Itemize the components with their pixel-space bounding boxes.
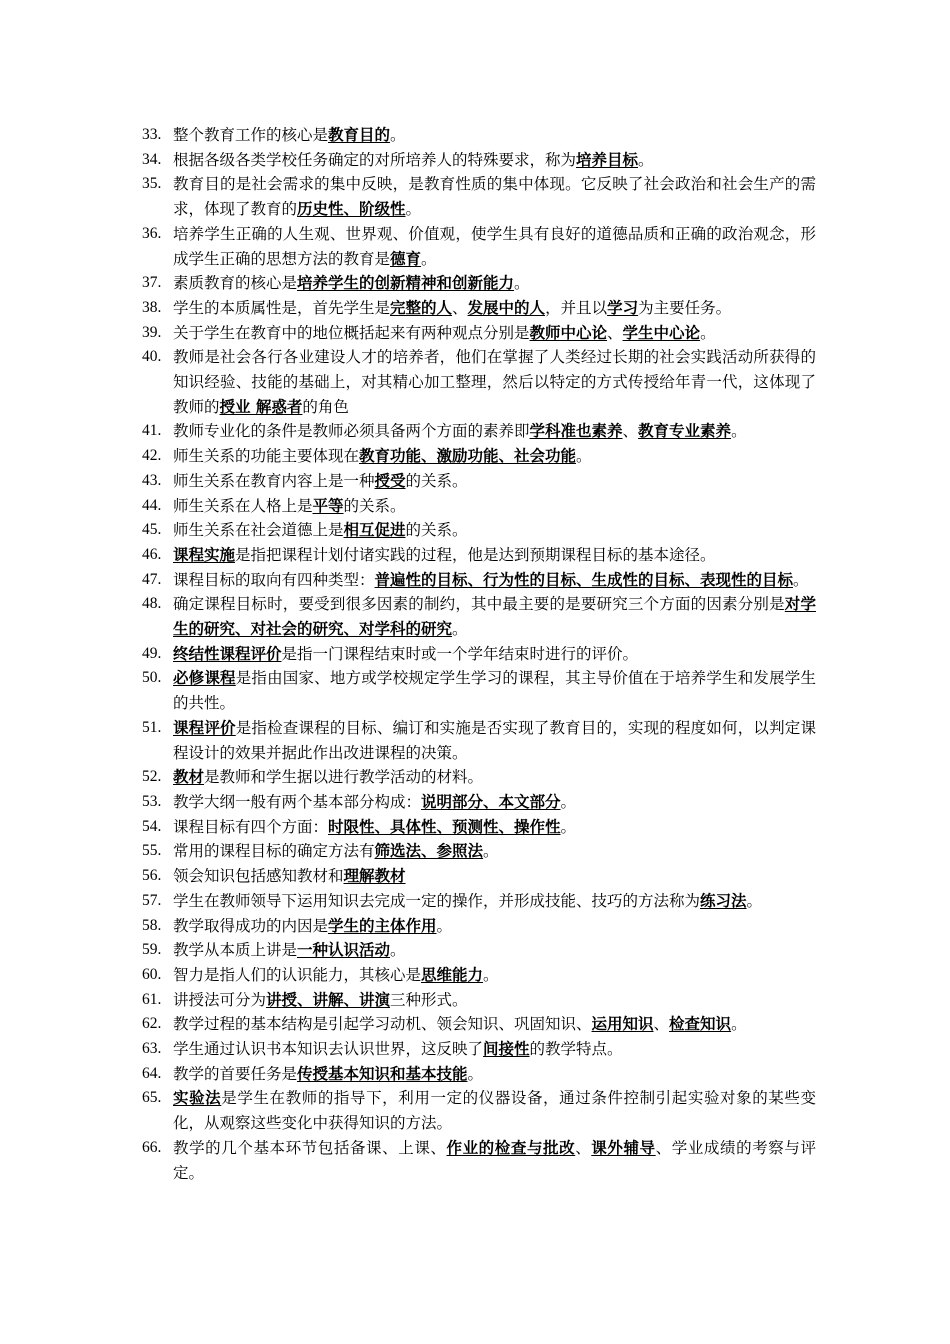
list-item xyxy=(0,642,816,667)
question-text: 教学大纲一般有两个基本部分构成： xyxy=(173,792,422,811)
item-number: 61. xyxy=(142,990,162,1008)
item-number: 39. xyxy=(142,323,162,341)
answer-keyword: 时限性、具体性、预测性、操作性 xyxy=(328,816,561,836)
question-text: 。 xyxy=(390,941,406,960)
answer-keyword: 平等 xyxy=(312,495,344,515)
item-number: 53. xyxy=(142,792,162,810)
question-text: 。 xyxy=(793,570,809,589)
answer-keyword: 实验法 xyxy=(173,1088,222,1108)
item-number: 45. xyxy=(142,521,162,539)
answer-keyword: 必修课程 xyxy=(173,668,236,688)
question-text: 是学生在教师的指导下，利用一定的仪器设备，通过条件控制引起实验对象的某些变化，从观察这些变化中获得知识的方法。 xyxy=(173,1089,816,1133)
question-text: 、 xyxy=(622,422,639,441)
answer-keyword: 普遍性的目标、行为性的目标、生成性的目标、表现性的目标 xyxy=(374,569,794,589)
question-text: 、 xyxy=(575,1138,592,1157)
item-number: 64. xyxy=(142,1064,162,1082)
question-text: 是指一门课程结束时或一个学年结束时进行的评价。 xyxy=(281,644,639,663)
answer-keyword: 完整的人 xyxy=(390,297,453,317)
answer-keyword: 课程实施 xyxy=(173,544,236,564)
answer-keyword: 培养学生的创新精神和创新能力 xyxy=(297,273,515,293)
list-item xyxy=(0,839,816,864)
question-text: 。 xyxy=(405,200,422,219)
list-item xyxy=(0,1086,816,1135)
list-item xyxy=(0,123,816,148)
question-text: 智力是指人们的认识能力，其核心是 xyxy=(173,965,422,984)
question-text: 的教学特点。 xyxy=(529,1040,623,1059)
list-item xyxy=(0,148,816,173)
question-text: 培养学生正确的人生观、世界观、价值观，使学生具有良好的道德品质和正确的政治观念，形成学生正确的思想方法的教育是 xyxy=(173,224,816,268)
item-number: 52. xyxy=(142,768,162,786)
item-number: 34. xyxy=(142,150,162,168)
item-number: 49. xyxy=(142,644,162,662)
item-number: 40. xyxy=(142,348,162,366)
question-text: 、 xyxy=(452,298,468,317)
item-number: 62. xyxy=(142,1015,162,1033)
list-item xyxy=(0,963,816,988)
question-text: 教师专业化的条件是教师必须具备两个方面的素养即 xyxy=(173,422,530,441)
question-text: 师生关系在教育内容上是一种 xyxy=(173,471,375,490)
question-text: 。 xyxy=(452,620,468,639)
list-item xyxy=(0,494,816,519)
item-number: 59. xyxy=(142,941,162,959)
list-item xyxy=(0,1136,816,1185)
list-item xyxy=(0,988,816,1013)
question-text: 教学的首要任务是 xyxy=(173,1064,298,1083)
list-item xyxy=(0,444,816,469)
item-number: 56. xyxy=(142,867,162,885)
question-text: 。 xyxy=(746,891,763,910)
list-item xyxy=(0,568,816,593)
list-item xyxy=(0,518,816,543)
item-number: 47. xyxy=(142,570,162,588)
answer-keyword: 讲授、讲解、讲演 xyxy=(266,989,391,1009)
list-item xyxy=(0,321,816,346)
list-item xyxy=(0,345,816,419)
answer-keyword: 德育 xyxy=(390,248,422,268)
answer-keyword: 学习 xyxy=(607,297,639,317)
question-text: 。 xyxy=(436,916,453,935)
question-text: 领会知识包括感知教材和 xyxy=(173,867,344,886)
question-text: 的关系。 xyxy=(405,521,468,540)
answer-keyword: 教材 xyxy=(173,767,205,787)
answer-keyword: 课程评价 xyxy=(173,717,236,737)
list-item xyxy=(0,666,816,715)
question-text: 。 xyxy=(421,249,437,268)
answer-keyword: 授业 解惑者 xyxy=(219,396,303,416)
answer-keyword: 一种认识活动 xyxy=(297,940,391,960)
question-text: 。 xyxy=(560,792,577,811)
item-number: 51. xyxy=(142,718,162,736)
question-text: 、学业成绩的考察与评定。 xyxy=(173,1138,816,1182)
question-text: 整个教育工作的核心是 xyxy=(173,126,329,144)
list-item xyxy=(0,1012,816,1037)
item-number: 63. xyxy=(142,1040,162,1058)
list-item xyxy=(0,765,816,790)
list-item xyxy=(0,271,816,296)
answer-keyword: 学科准也素养 xyxy=(529,421,623,441)
question-text: 常用的课程目标的确定方法有 xyxy=(173,842,375,861)
question-text: 教师是社会各行各业建设人才的培养者，他们在掌握了人类经过长期的社会实践活动所获得的知识经验、技能的基础上，对其精心加工整理，然后以特定的方式传授给年青一代，这体现了教师的 xyxy=(173,348,816,416)
question-text: 课程目标的取向有四种类型： xyxy=(173,570,375,589)
question-text: 的角色 xyxy=(302,397,349,416)
list-item xyxy=(0,716,816,765)
item-number: 55. xyxy=(142,842,162,860)
question-text: 。 xyxy=(560,817,577,836)
answer-keyword: 对学生的研究、对社会的研究、对学科的研究 xyxy=(173,594,816,639)
question-text: 师生关系在人格上是 xyxy=(173,496,313,515)
question-text: 。 xyxy=(700,323,716,342)
answer-keyword: 传授基本知识和基本技能 xyxy=(297,1063,468,1083)
question-text: 课程目标有四个方面： xyxy=(173,817,329,836)
question-text: 学生的本质属性是，首先学生是 xyxy=(173,298,391,317)
list-item xyxy=(0,592,816,641)
question-text: 。 xyxy=(731,422,747,441)
answer-keyword: 授受 xyxy=(374,470,406,490)
answer-keyword: 教育功能、激励功能、社会功能 xyxy=(359,446,577,466)
question-text: 教学从本质上讲是 xyxy=(173,941,298,960)
list-item xyxy=(0,222,816,271)
item-number: 35. xyxy=(142,175,162,193)
answer-keyword: 教育专业素养 xyxy=(638,421,732,441)
item-number: 46. xyxy=(142,545,162,563)
list-item xyxy=(0,790,816,815)
question-text: 。 xyxy=(467,1064,484,1083)
question-text: 师生关系在社会道德上是 xyxy=(173,521,344,540)
question-text: 。 xyxy=(483,842,499,861)
question-text: 、 xyxy=(607,323,623,342)
question-text: 学生在教师领导下运用知识去完成一定的操作，并形成技能、技巧的方法称为 xyxy=(173,891,701,910)
item-number: 54. xyxy=(142,817,162,835)
question-text: 。 xyxy=(638,150,654,169)
answer-keyword: 相互促进 xyxy=(343,520,406,540)
question-text: 的关系。 xyxy=(343,496,406,515)
question-text: 。 xyxy=(390,126,406,144)
answer-keyword: 教师中心论 xyxy=(529,322,608,342)
answer-keyword: 培养目标 xyxy=(576,149,639,169)
question-text: 根据各级各类学校任务确定的对所培养人的特殊要求，称为 xyxy=(173,150,577,169)
item-number: 41. xyxy=(142,422,162,440)
question-text: 的关系。 xyxy=(405,471,468,490)
question-text: 学生通过认识书本知识去认识世界，这反映了 xyxy=(173,1040,484,1059)
question-text: 教学的几个基本环节包括备课、上课、 xyxy=(173,1138,447,1157)
answer-keyword: 学生中心论 xyxy=(622,322,701,342)
question-text: 三种形式。 xyxy=(390,990,468,1009)
list-item xyxy=(0,815,816,840)
answer-keyword: 课外辅导 xyxy=(591,1137,656,1157)
item-number: 37. xyxy=(142,274,162,292)
list-item xyxy=(0,543,816,568)
question-text: 教育目的是社会需求的集中反映，是教育性质的集中体现。它反映了社会政治和社会生产的需求，体现了教育的 xyxy=(173,175,816,219)
item-number: 50. xyxy=(142,669,162,687)
answer-keyword: 检查知识 xyxy=(669,1014,732,1034)
question-text: 是指检查课程的目标、编订和实施是否实现了教育目的，实现的程度如何，以判定课程设计的效果并据此作出改进课程的决策。 xyxy=(173,718,816,762)
question-text: 关于学生在教育中的地位概括起来有两种观点分别是 xyxy=(173,323,530,342)
list-item xyxy=(0,469,816,494)
answer-keyword: 筛选法、参照法 xyxy=(374,841,484,861)
question-text: 讲授法可分为 xyxy=(173,990,267,1009)
list-item xyxy=(0,296,816,321)
answer-keyword: 运用知识 xyxy=(591,1014,654,1034)
list-item xyxy=(0,1037,816,1062)
item-number: 60. xyxy=(142,965,162,983)
question-text: 。 xyxy=(483,965,499,984)
question-text: 。 xyxy=(514,274,530,293)
list-item xyxy=(0,419,816,444)
answer-keyword: 终结性课程评价 xyxy=(173,643,282,663)
item-number: 57. xyxy=(142,891,162,909)
question-text: 是指把课程计划付诸实践的过程，他是达到预期课程目标的基本途径。 xyxy=(235,545,716,564)
list-item xyxy=(0,938,816,963)
list-item xyxy=(0,914,816,939)
item-number: 58. xyxy=(142,916,162,934)
answer-keyword: 练习法 xyxy=(700,890,747,910)
answer-keyword: 教育目的 xyxy=(328,125,391,144)
list-item xyxy=(0,172,816,221)
question-text: 是指由国家、地方或学校规定学生学习的课程，其主导价值在于培养学生和发展学生的共性。 xyxy=(173,669,816,713)
question-text: 。 xyxy=(576,447,592,466)
list-item xyxy=(0,1062,816,1087)
question-list xyxy=(0,123,950,1185)
item-number: 65. xyxy=(142,1089,162,1107)
list-item xyxy=(0,889,816,914)
item-number: 66. xyxy=(142,1138,162,1156)
item-number: 48. xyxy=(142,595,162,613)
answer-keyword: 间接性 xyxy=(483,1039,530,1059)
list-item xyxy=(0,864,816,889)
item-number: 43. xyxy=(142,471,162,489)
item-number: 44. xyxy=(142,496,162,514)
question-text: 素质教育的核心是 xyxy=(173,274,298,293)
question-text: 、 xyxy=(653,1015,670,1034)
question-text: 确定课程目标时，要受到很多因素的制约，其中最主要的是要研究三个方面的因素分别是 xyxy=(173,595,785,614)
question-text: 教学过程的基本结构是引起学习动机、领会知识、巩固知识、 xyxy=(173,1015,592,1034)
question-text: 是教师和学生据以进行教学活动的材料。 xyxy=(204,768,484,787)
item-number: 38. xyxy=(142,298,162,316)
answer-keyword: 作业的检查与批改 xyxy=(446,1137,576,1157)
question-text: 。 xyxy=(731,1015,747,1034)
answer-keyword: 思维能力 xyxy=(421,964,484,984)
item-number: 42. xyxy=(142,447,162,465)
question-text: 师生关系的功能主要体现在 xyxy=(173,447,360,466)
answer-keyword: 历史性、阶级性 xyxy=(297,199,406,219)
answer-keyword: 学生的主体作用 xyxy=(328,915,437,935)
item-number: 33. xyxy=(142,126,162,143)
answer-keyword: 说明部分、本文部分 xyxy=(421,791,561,811)
question-text: 为主要任务。 xyxy=(638,298,732,317)
question-text: 教学取得成功的内因是 xyxy=(173,916,329,935)
answer-keyword: 发展中的人 xyxy=(467,297,546,317)
question-text: ，并且以 xyxy=(545,298,608,317)
item-number: 36. xyxy=(142,224,162,242)
answer-keyword: 理解教材 xyxy=(343,866,406,886)
